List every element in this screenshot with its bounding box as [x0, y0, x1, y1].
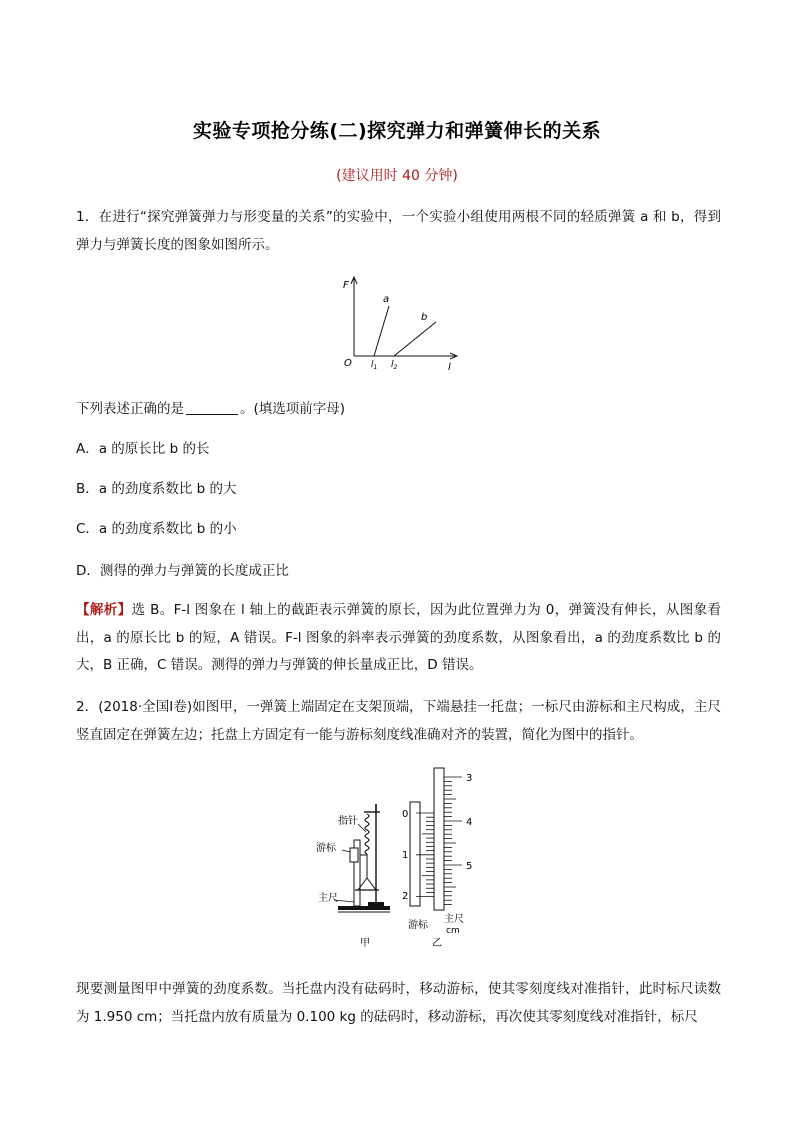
- option-b: B．a 的劲度系数比 b 的大: [76, 481, 237, 497]
- option-d: D．测得的弹力与弹簧的长度成正比: [76, 563, 289, 579]
- vernier-slider: [350, 848, 358, 862]
- tray-hanger: [358, 878, 376, 890]
- vernier-scale-body: [410, 802, 420, 906]
- vernier-number-1: 1: [402, 850, 409, 861]
- tick-l2-label: $l_2$: [391, 360, 398, 371]
- stand-block: [368, 902, 384, 908]
- axis-y-label: F: [343, 280, 349, 291]
- axis-x-label: l: [448, 362, 451, 373]
- vernier-leader: [342, 850, 350, 852]
- main-number-4: 4: [466, 817, 473, 828]
- vernier-scale-ticks: [416, 813, 434, 897]
- spring-coil: [365, 814, 369, 854]
- suggested-time: (建议用时 40 分钟): [336, 168, 458, 184]
- line-a: [374, 306, 389, 356]
- caption-left: 甲: [360, 938, 370, 949]
- main-number-5: 5: [466, 861, 473, 872]
- question-1-prompt: 下列表述正确的是 。(填选项前字母): [76, 401, 346, 417]
- main-number-3: 3: [466, 773, 473, 784]
- label-vernier-bottom: 游标: [408, 920, 428, 931]
- label-pointer: 指针: [338, 816, 358, 827]
- vernier-number-0: 0: [402, 809, 409, 820]
- origin-label: O: [344, 358, 352, 369]
- vernier-number-2: 2: [402, 891, 409, 902]
- main-scale-ticks: [444, 777, 462, 905]
- figure-spring-apparatus: [312, 766, 482, 950]
- option-a: A．a 的原长比 b 的长: [76, 441, 210, 457]
- label-main-scale: 主尺: [318, 893, 338, 904]
- question-1-analysis: 【解析】选 B。F-l 图象在 l 轴上的截距表示弹簧的原长，因为此位置弹力为 0，弹簧没有伸长，从图象看出，a 的原长比 b 的短，A 错误。F-l 图象的斜率表示弹簧的劲度系数，从图象看出，a 的劲度系数比 b 的大，B 正确，C 错误。测得的弹力与弹簧的伸长量成正比，D 错误。: [76, 602, 721, 673]
- caption-right: 乙: [432, 938, 442, 949]
- question-2-stem: 2．(2018·全国Ⅰ卷)如图甲，一弹簧上端固定在支架顶端，下端悬挂一托盘；一标尺由游标和主尺构成，主尺竖直固定在弹簧左边；托盘上方固定有一能与游标刻度线准确对齐的装置，简化为图中的指针。: [76, 699, 721, 743]
- line-b: [394, 322, 436, 356]
- main-scale-body: [434, 768, 444, 910]
- question-2-continuation: 现要测量图甲中弹簧的劲度系数。当托盘内没有砝码时，移动游标，使其零刻度线对准指针，此时标尺读数为 1.950 cm；当托盘内放有质量为 0.100 kg 的砝码时，移动游标，再次使其零刻度线对准指针，标尺: [76, 981, 721, 1025]
- label-vernier: 游标: [316, 843, 336, 854]
- label-unit: cm: [446, 926, 460, 936]
- answer-blank: [186, 400, 238, 415]
- analysis-label: 【解析】: [76, 602, 132, 618]
- label-main-bottom: 主尺: [444, 914, 464, 925]
- question-1-stem: 1．在进行“探究弹簧弹力与形变量的关系”的实验中，一个实验小组使用两根不同的轻质弹簧 a 和 b，得到弹力与弹簧长度的图象如图所示。: [76, 209, 721, 253]
- page-title: 实验专项抢分练(二)探究弹力和弹簧伸长的关系: [192, 120, 602, 142]
- figure-force-length-graph: [336, 272, 466, 374]
- option-c: C．a 的劲度系数比 b 的小: [76, 521, 237, 537]
- tick-l1-label: $l_1$: [371, 360, 378, 371]
- line-a-label: a: [383, 294, 390, 305]
- line-b-label: b: [421, 312, 428, 323]
